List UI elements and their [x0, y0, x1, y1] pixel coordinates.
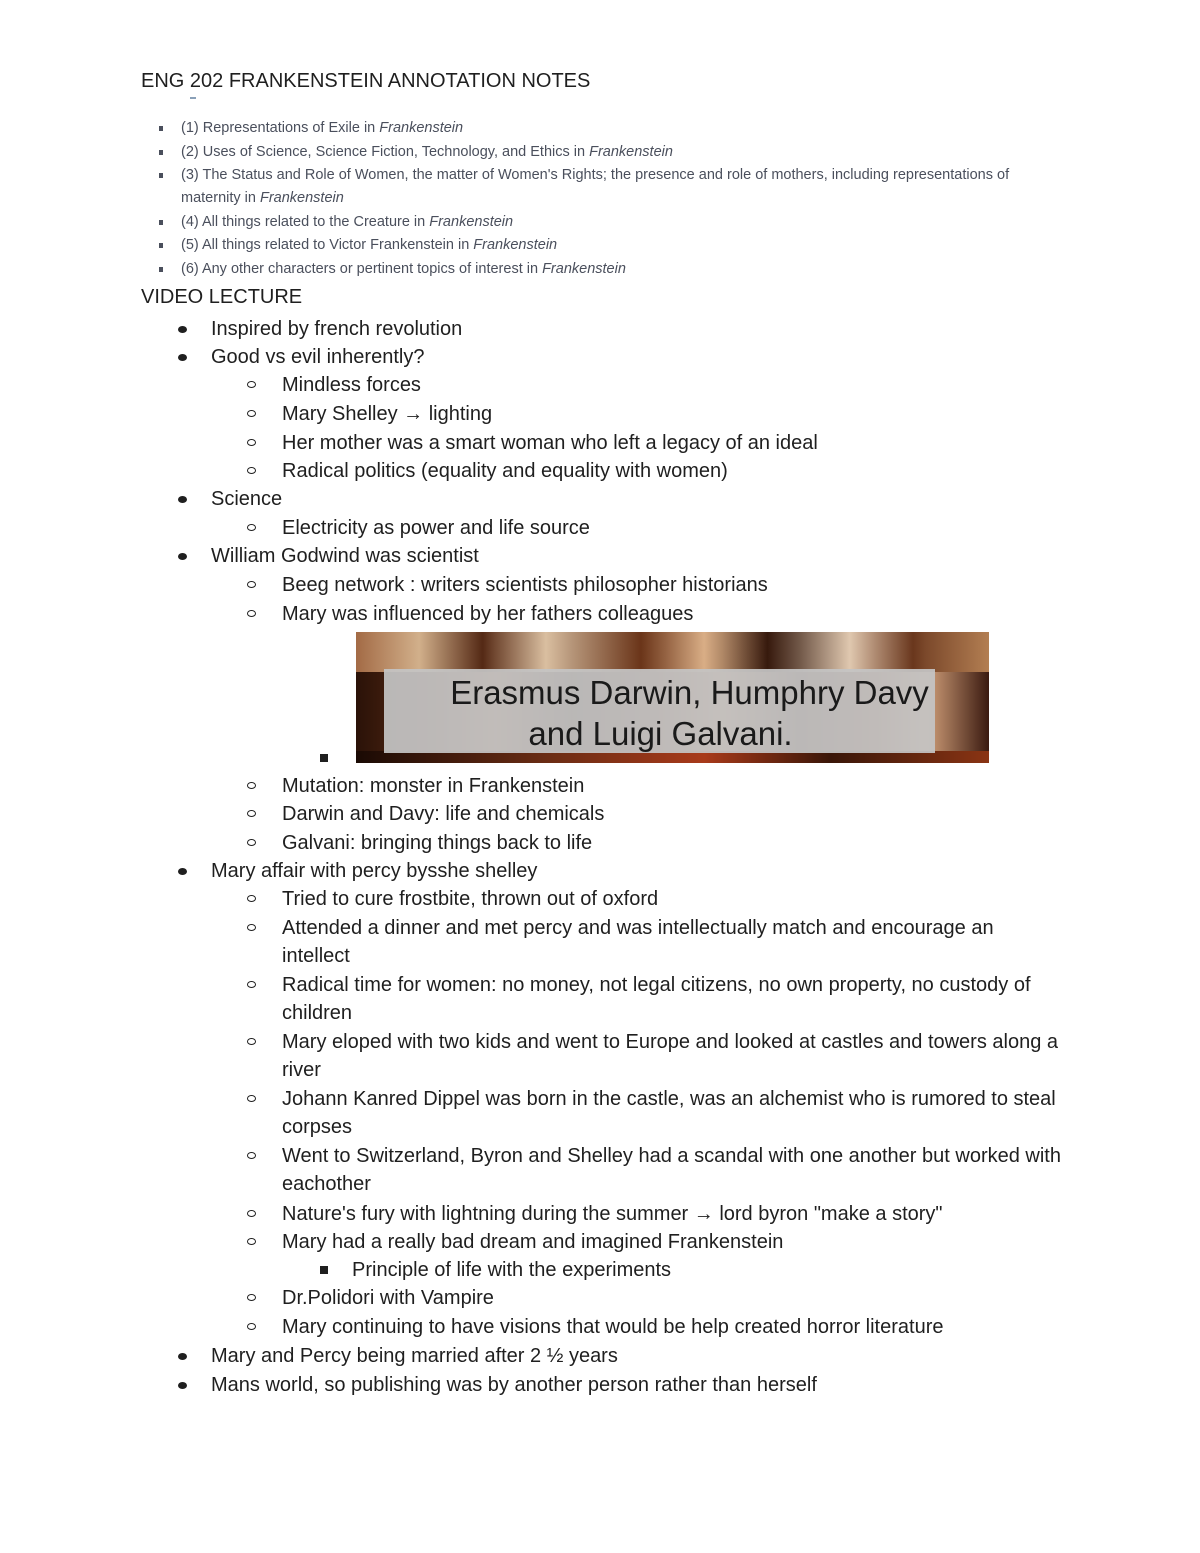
section-heading-video-lecture: VIDEO LECTURE [141, 286, 303, 308]
list-item-text: Good vs evil inherently? [211, 346, 425, 368]
topic-text: (3) The Status and Role of Women, the matter of Women's Rights; the presence and role of mothers, including representations of maternity in [181, 167, 1010, 206]
circle-bullet-icon [247, 895, 256, 902]
list-item [282, 571, 1062, 599]
list-item [282, 914, 1062, 970]
circle-bullet-icon [247, 1095, 256, 1102]
list-item [282, 1313, 1062, 1341]
topic-item [181, 117, 1021, 140]
list-item [282, 885, 1062, 913]
topic-title-italic: Frankenstein [429, 214, 514, 230]
list-item-text: Johann Kanred Dippel was born in the castle, was an alchemist who is rumored to steal corpses [282, 1088, 1056, 1138]
list-item-text: Darwin and Davy: life and chemicals [282, 803, 605, 825]
stray-mark [190, 97, 196, 99]
list-item [211, 315, 1051, 343]
list-item [282, 971, 1062, 1027]
list-item [282, 600, 1062, 628]
topic-text: (2) Uses of Science, Science Fiction, Technology, and Ethics in [181, 144, 590, 160]
square-bullet-icon [320, 1266, 328, 1274]
topic-item [181, 234, 1021, 257]
circle-bullet-icon [247, 1152, 256, 1159]
circle-bullet-icon [247, 981, 256, 988]
bullet-icon [178, 1382, 187, 1389]
circle-bullet-icon [247, 581, 256, 588]
topic-title-italic: Frankenstein [259, 190, 344, 206]
bullet-icon [178, 496, 187, 503]
list-item-text: Beeg network : writers scientists philosopher historians [282, 574, 768, 596]
circle-bullet-icon [247, 1210, 256, 1217]
list-item-text: Radical time for women: no money, not legal citizens, no own property, no custody of children [282, 974, 1031, 1024]
topic-text: (4) All things related to the Creature in [181, 214, 430, 230]
circle-bullet-icon [247, 381, 256, 388]
list-item-text: Principle of life with the experiments [352, 1259, 672, 1281]
list-item [282, 829, 1062, 857]
topic-title-italic: Frankenstein [379, 120, 464, 136]
list-item-text: Science [211, 488, 283, 510]
circle-bullet-icon [247, 410, 256, 417]
list-item [282, 1142, 1062, 1198]
circle-bullet-icon [247, 467, 256, 474]
square-bullet-icon [159, 220, 163, 225]
topic-item [181, 164, 1021, 210]
circle-bullet-icon [247, 524, 256, 531]
circle-bullet-icon [247, 810, 256, 817]
square-bullet-icon [159, 150, 163, 155]
image-background [356, 632, 989, 672]
topic-item [181, 258, 1021, 281]
list-item [282, 514, 1062, 542]
list-item-text: Tried to cure frostbite, thrown out of oxford [282, 888, 659, 910]
list-item-text: Inspired by french revolution [211, 318, 463, 340]
list-item-text: Nature's fury with lightning during the summer → lord byron "make a story" [282, 1203, 943, 1225]
bullet-icon [178, 354, 187, 361]
list-item-text: Mary was influenced by her fathers colleagues [282, 603, 694, 625]
list-item [352, 1256, 1052, 1284]
document-title: ENG 202 FRANKENSTEIN ANNOTATION NOTES [141, 70, 591, 92]
list-item-text: Radical politics (equality and equality with women) [282, 460, 728, 482]
circle-bullet-icon [247, 782, 256, 789]
circle-bullet-icon [247, 1323, 256, 1330]
list-item-text: William Godwind was scientist [211, 545, 479, 567]
bullet-icon [178, 553, 187, 560]
list-item-text: Mary continuing to have visions that would be help created horror literature [282, 1316, 944, 1338]
list-item [211, 343, 1051, 371]
image-caption-line2: and Luigi Galvani. [528, 715, 793, 752]
topic-item [181, 211, 1021, 234]
list-item [211, 1371, 1051, 1399]
circle-bullet-icon [247, 610, 256, 617]
square-bullet-icon [320, 754, 328, 762]
list-item-text: Attended a dinner and met percy and was intellectually match and encourage an intellect [282, 917, 994, 967]
list-item [282, 429, 1062, 457]
list-item-text: Mary and Percy being married after 2 ½ years [211, 1345, 618, 1367]
list-item-text: Mutation: monster in Frankenstein [282, 775, 585, 797]
list-item [211, 857, 1051, 885]
list-item-text: Mary eloped with two kids and went to Europe and looked at castles and towers along a river [282, 1031, 1059, 1081]
square-bullet-icon [159, 243, 163, 248]
circle-bullet-icon [247, 439, 256, 446]
list-item [282, 1228, 1062, 1256]
topic-text: (1) Representations of Exile in [181, 120, 380, 136]
list-item [211, 542, 1051, 570]
list-item [211, 485, 1051, 513]
list-item-text: Went to Switzerland, Byron and Shelley had a scandal with one another but worked with eachother [282, 1145, 1061, 1195]
list-item-text: Her mother was a smart woman who left a legacy of an ideal [282, 432, 818, 454]
circle-bullet-icon [247, 1038, 256, 1045]
list-item [282, 400, 1062, 428]
list-item-text: Mary Shelley → lighting [282, 403, 493, 425]
circle-bullet-icon [247, 839, 256, 846]
circle-bullet-icon [247, 1238, 256, 1245]
lecture-screenshot-image [356, 632, 989, 763]
list-item [282, 1085, 1062, 1141]
bullet-icon [178, 1353, 187, 1360]
list-item-text: Mary affair with percy bysshe shelley [211, 860, 538, 882]
list-item [282, 371, 1062, 399]
square-bullet-icon [159, 267, 163, 272]
square-bullet-icon [159, 126, 163, 131]
topic-text: (6) Any other characters or pertinent topics of interest in [181, 261, 543, 277]
list-item [282, 1028, 1062, 1084]
list-item-text: Mary had a really bad dream and imagined Frankenstein [282, 1231, 784, 1253]
list-item [282, 1284, 1062, 1312]
bullet-icon [178, 868, 187, 875]
list-item-text: Mans world, so publishing was by another person rather than herself [211, 1374, 817, 1396]
list-item-text: Electricity as power and life source [282, 517, 590, 539]
list-item [282, 1200, 1062, 1228]
topic-item [181, 141, 1021, 164]
topic-title-italic: Frankenstein [542, 261, 626, 277]
topic-text: (5) All things related to Victor Frankenstein in [181, 237, 474, 253]
list-item [282, 800, 1062, 828]
topic-title-italic: Frankenstein [589, 144, 673, 160]
square-bullet-icon [159, 173, 163, 178]
list-item [211, 1342, 1051, 1370]
circle-bullet-icon [247, 1294, 256, 1301]
list-item-text: Galvani: bringing things back to life [282, 832, 593, 854]
topic-title-italic: Frankenstein [473, 237, 558, 253]
list-item [282, 457, 1062, 485]
bullet-icon [178, 326, 187, 333]
list-item-text: Mindless forces [282, 374, 421, 396]
circle-bullet-icon [247, 924, 256, 931]
list-item [282, 772, 1062, 800]
list-item-text: Dr.Polidori with Vampire [282, 1287, 494, 1309]
image-caption-line1: Erasmus Darwin, Humphry Davy [450, 674, 929, 711]
